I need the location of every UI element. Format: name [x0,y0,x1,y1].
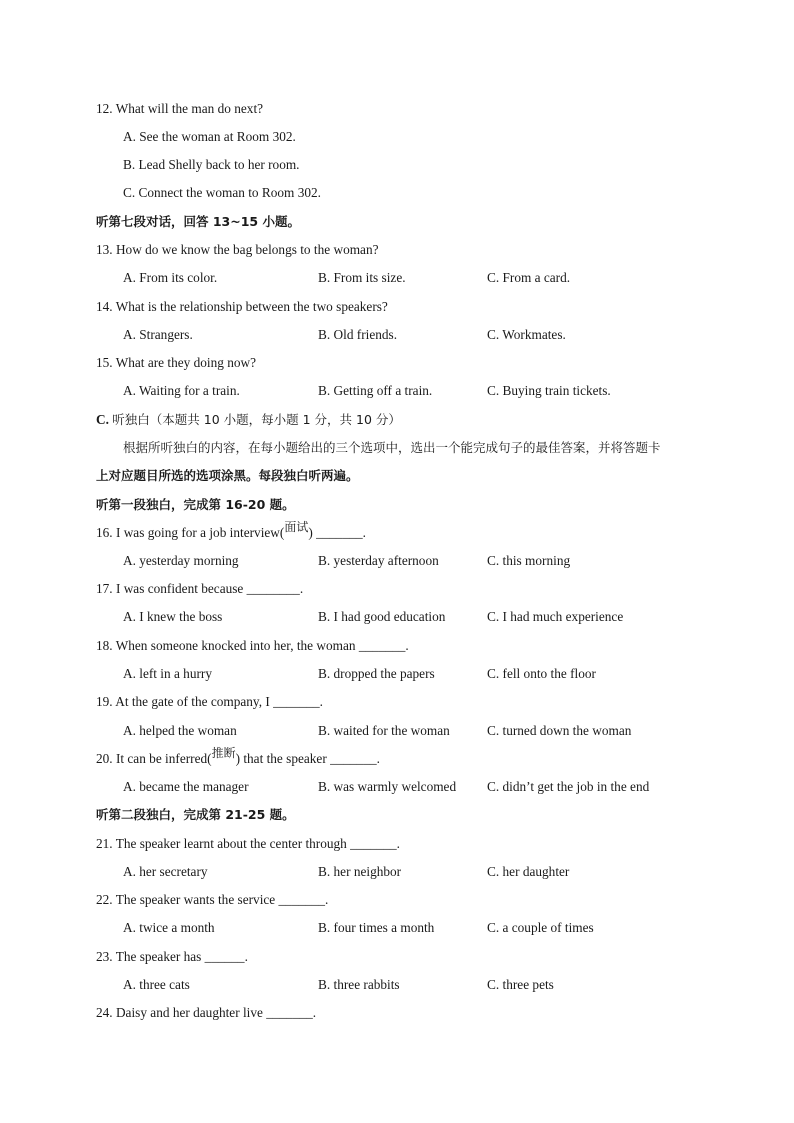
question-text: 21. The speaker learnt about the center through _______. [96,836,401,851]
answer-option-a: A. From its color. [123,270,218,285]
answer-option-c: C. turned down the woman [487,723,632,738]
section-title: 听独白（本题共 10 小题，每小题 1 分，共 10 分） [112,412,401,427]
section-instruction: 听第七段对话，回答 13~15 小题。 [96,214,300,229]
chinese-gloss: 推断 [211,746,236,760]
answer-option-a: A. helped the woman [123,723,237,738]
answer-option-c: C. fell onto the floor [487,666,596,681]
instruction-paragraph: 根据所听独白的内容，在每小题给出的三个选项中，选出一个能完成句子的最佳答案，并将答题卡 [123,440,661,455]
answer-option: C. Connect the woman to Room 302. [123,185,321,200]
answer-option-b: B. three rabbits [318,977,400,992]
answer-option-c: C. didn’t get the job in the end [487,779,650,794]
answer-option-a: A. I knew the boss [123,609,223,624]
answer-option-a: A. became the manager [123,779,249,794]
answer-option-b: B. was warmly welcomed [318,779,457,794]
chinese-gloss: 面试 [284,520,309,534]
answer-option-c: C. Workmates. [487,327,566,342]
question-part: 20. It can be inferred( [96,751,212,766]
answer-option-c: C. From a card. [487,270,571,285]
question-part: 16. I was going for a job interview( [96,525,285,540]
answer-option-b: B. four times a month [318,920,435,935]
answer-option-c: C. I had much experience [487,609,624,624]
answer-option-b: B. yesterday afternoon [318,553,439,568]
answer-option-a: A. yesterday morning [123,553,239,568]
answer-option-c: C. three pets [487,977,554,992]
section-heading [96,411,401,429]
answer-option: A. See the woman at Room 302. [123,129,296,144]
question-text: 18. When someone knocked into her, the woman _______. [96,638,409,653]
question-text [96,520,366,542]
answer-option-a: A. Waiting for a train. [123,383,240,398]
answer-option-a: A. three cats [123,977,190,992]
answer-option: B. Lead Shelly back to her room. [123,157,300,172]
answer-option-a: A. her secretary [123,864,208,879]
answer-option-a: A. twice a month [123,920,215,935]
question-text: 12. What will the man do next? [96,101,264,116]
question-text: 13. How do we know the bag belongs to the woman? [96,242,379,257]
section-instruction: 上对应题目所选的选项涂黑。每段独白听两遍。 [96,468,359,483]
answer-option-c: C. a couple of times [487,920,594,935]
answer-option-b: B. her neighbor [318,864,402,879]
question-text: 15. What are they doing now? [96,355,257,370]
answer-option-a: A. Strangers. [123,327,193,342]
answer-option-c: C. her daughter [487,864,570,879]
answer-option-b: B. Old friends. [318,327,398,342]
answer-option-b: B. Getting off a train. [318,383,433,398]
section-instruction: 听第二段独白，完成第 21-25 题。 [96,807,295,822]
answer-option-b: B. From its size. [318,270,406,285]
answer-option-b: B. dropped the papers [318,666,435,681]
answer-option-b: B. I had good education [318,609,446,624]
question-text: 17. I was confident because ________. [96,581,304,596]
answer-option-a: A. left in a hurry [123,666,212,681]
question-text [96,746,380,768]
question-text: 14. What is the relationship between the two speakers? [96,299,388,314]
question-part: ) _______. [308,525,366,540]
question-text: 22. The speaker wants the service _______. [96,892,329,907]
answer-option-c: C. this morning [487,553,571,568]
question-text: 19. At the gate of the company, I _______. [96,694,323,709]
question-text: 24. Daisy and her daughter live _______. [96,1005,317,1020]
question-part: ) that the speaker _______. [235,751,380,766]
answer-option-c: C. Buying train tickets. [487,383,611,398]
question-text: 23. The speaker has ______. [96,949,248,964]
section-label: C. [96,412,113,427]
answer-option-b: B. waited for the woman [318,723,450,738]
section-instruction: 听第一段独白，完成第 16-20 题。 [96,497,295,512]
